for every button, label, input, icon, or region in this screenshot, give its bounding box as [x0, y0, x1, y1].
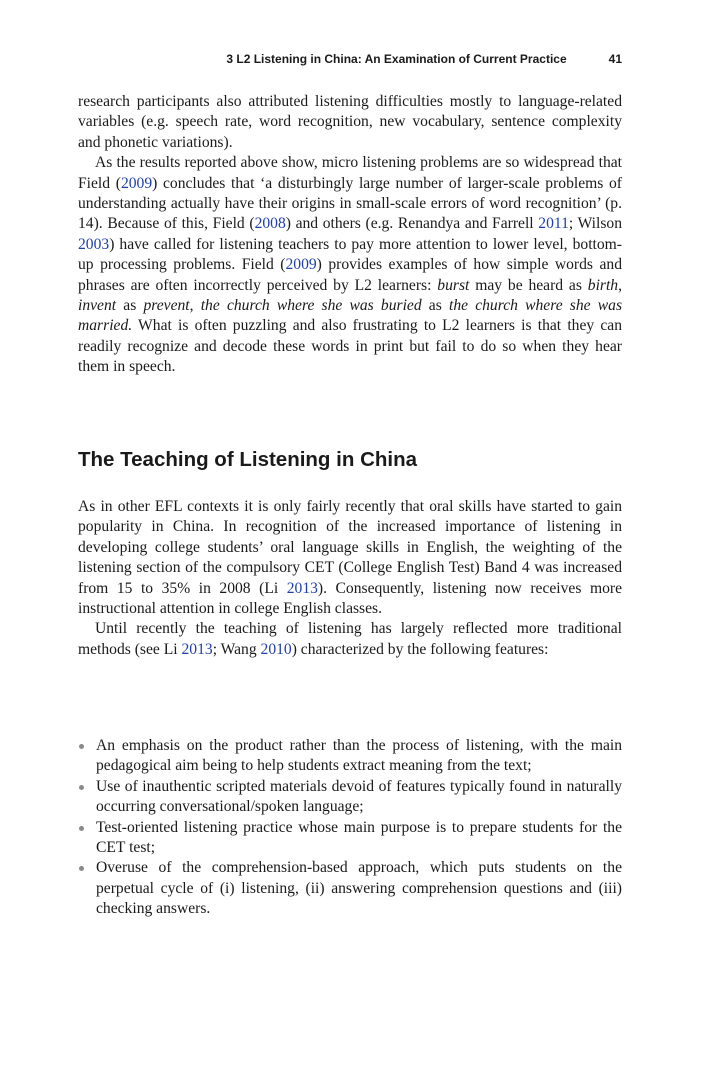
citation-link[interactable]: 2003 — [78, 235, 110, 253]
example-word: prevent — [143, 297, 190, 315]
section-heading: The Teaching of Listening in China — [78, 448, 418, 471]
citation-link[interactable]: 2013 — [286, 579, 318, 597]
example-word: invent — [78, 297, 117, 315]
bullet-icon — [79, 826, 84, 831]
page-number: 41 — [608, 52, 622, 66]
list-item: An emphasis on the product rather than the process of listening, with the main pedagogical aim being to help students extract meaning from the text; — [78, 736, 622, 777]
bullet-icon — [79, 866, 84, 871]
running-header — [0, 52, 622, 66]
paragraph-3: As in other EFL contexts it is only fairly recently that oral skills have started to gain popularity in China. In recognition of the increased importance of listening in developing college students’ oral language skills in English, the weighting of the listening section of the compulsory CET (College English Test) Band 4 was increased from 15 to 35% in 2008 (Li 2013). Consequently, listening now receives more instructional attention in college English classes. — [78, 498, 622, 618]
bullet-icon — [79, 785, 84, 790]
paragraph-1: research participants also attributed listening difficulties mostly to language-related variables (e.g. speech rate, word recognition, new vocabulary, sentence complexity and phonetic variations). — [78, 93, 622, 151]
list-item: Use of inauthentic scripted materials devoid of features typically found in naturally occurring conversational/spoken language; — [78, 777, 622, 818]
citation-link[interactable]: 2010 — [260, 640, 292, 658]
list-item: Overuse of the comprehension-based approach, which puts students on the perpetual cycle of (i) listening, (ii) answering comprehension questions and (iii) checking answers. — [78, 858, 622, 919]
text-block-top — [78, 92, 622, 378]
citation-link[interactable]: 2008 — [254, 215, 286, 233]
list-item: Test-oriented listening practice whose main purpose is to prepare students for the CET test; — [78, 818, 622, 859]
citation-link[interactable]: 2011 — [538, 215, 569, 233]
paragraph-4: Until recently the teaching of listening has largely reflected more traditional methods (see Li 2013; Wang 2010) characterized by the following features: — [78, 620, 622, 658]
bullet-icon — [79, 744, 84, 749]
citation-link[interactable]: 2009 — [120, 174, 153, 192]
example-word: burst — [437, 276, 470, 294]
example-word: birth — [587, 276, 619, 294]
citation-link[interactable]: 2009 — [285, 256, 317, 274]
text-block-section — [78, 497, 622, 660]
bullet-list-block — [78, 736, 622, 920]
features-list — [78, 736, 622, 920]
example-phrase: the church where she was buried — [200, 297, 422, 315]
example-phrase: the church where she was married. — [78, 297, 623, 335]
chapter-title: 3 L2 Listening in China: An Examination of Current Practice — [226, 52, 567, 66]
paragraph-2: As the results reported above show, micro listening problems are so widespread that Field (2009) concludes that ‘a disturbingly large number of larger-scale problems of understanding actually have their origins in small-scale errors of word recognition’ (p. 14). Because of this, Field (2008) and others (e.g. Renandya and Farrell 2011; Wilson 2003) have called for listening teachers to pay more attention to lower level, bottom-up processing problems. Field (2009) provides examples of how simple words and phrases are often incorrectly perceived by L2 learners: burst may be heard as birth, invent as prevent, the church where she was buried as the church where she was married. What is often puzzling and also frustrating to L2 learners is that they can readily recognize and decode these words in print but fail to do so when they hear them in speech. — [78, 154, 623, 376]
citation-link[interactable]: 2013 — [181, 640, 213, 658]
